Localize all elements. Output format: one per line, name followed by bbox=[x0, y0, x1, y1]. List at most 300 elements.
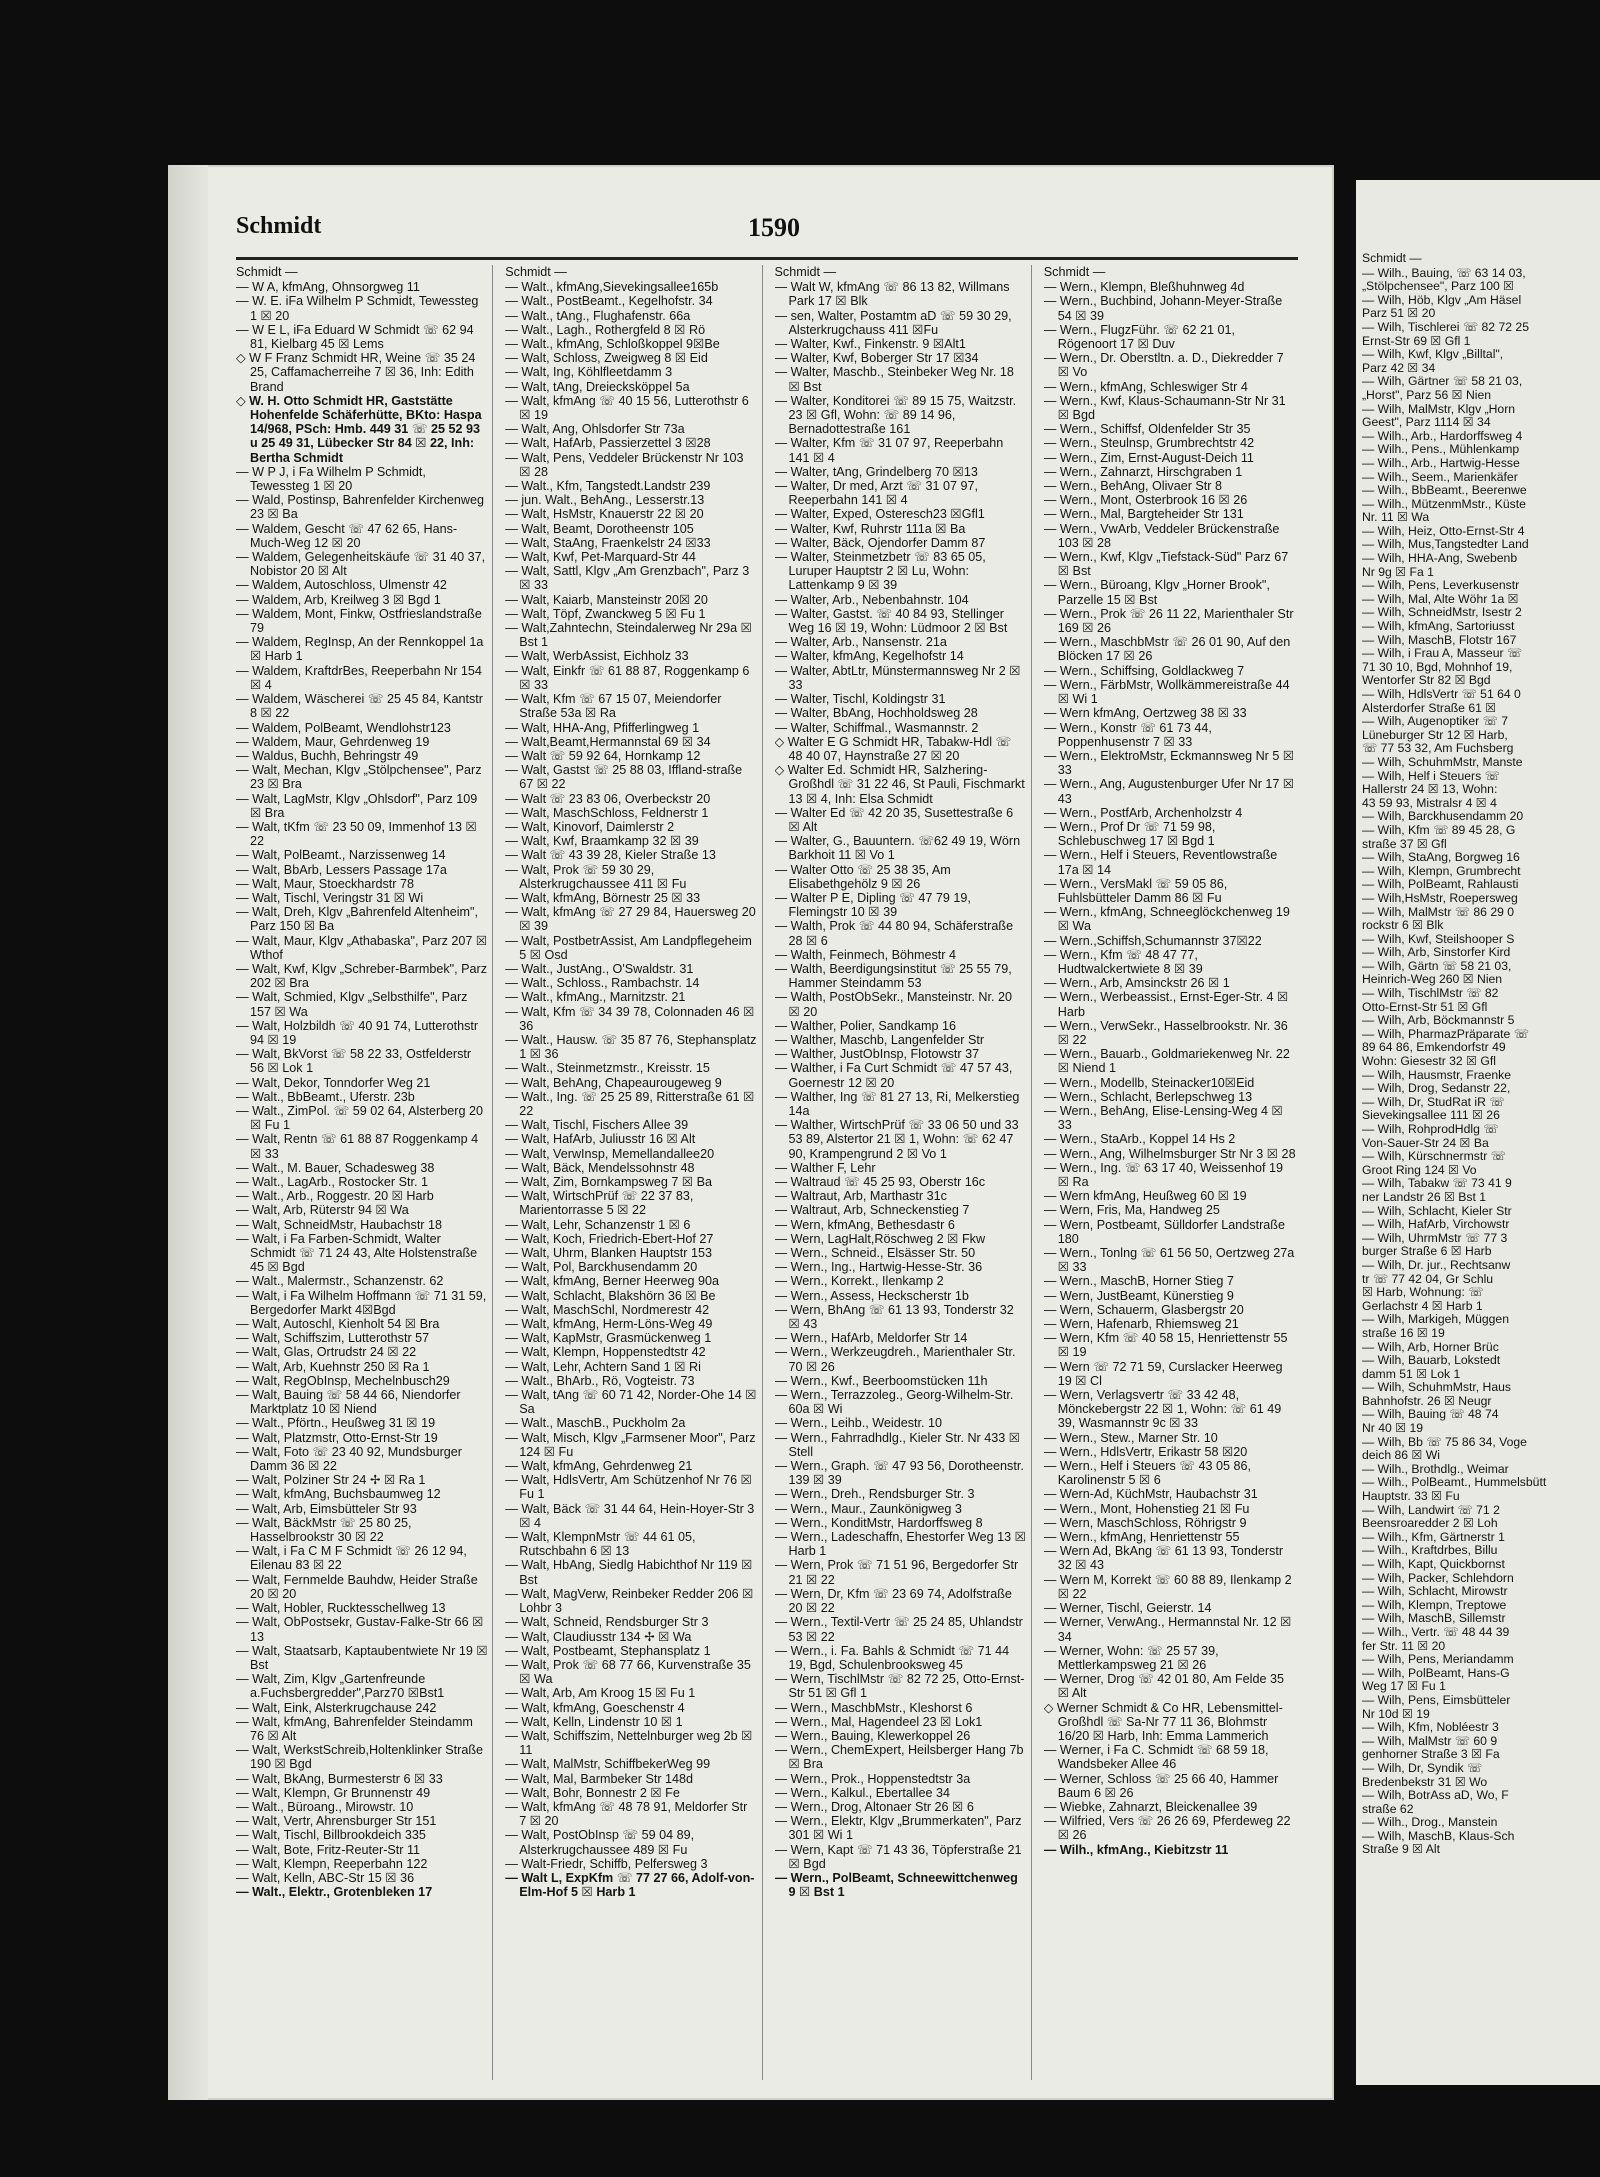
directory-entry: — Wilh,HsMstr, Roepersweg bbox=[1362, 890, 1518, 905]
directory-entry: — Wilh, HafArb, Virchowstr bbox=[1362, 1217, 1510, 1232]
directory-entry: — Walter, tAng, Grindelberg 70 ☒13 bbox=[774, 464, 978, 479]
directory-entry: — Wern, Verlagsvertr ☏ 33 42 48, Mönckebergstr 22 ☒ 1, Wohn: ☏ 61 49 39, Wasmannstr 9c ☒ 33 bbox=[1043, 1388, 1282, 1431]
directory-entry: — Walt., M. Bauer, Schadesweg 38 bbox=[236, 1160, 435, 1175]
directory-entry: Geest", Parz 1114 ☒ 34 bbox=[1362, 415, 1491, 430]
directory-entry: ner Landstr 26 ☒ Bst 1 bbox=[1362, 1189, 1487, 1204]
directory-entry: — Walt, Schneid, Rendsburger Str 3 bbox=[505, 1615, 709, 1630]
directory-entry: — Walt., Steinmetzmstr., Kreisstr. 15 bbox=[505, 1061, 710, 1076]
directory-entry: — Wern-Ad, KüchMstr, Haubachstr 31 bbox=[1043, 1487, 1258, 1502]
directory-entry: — Walt, KlempnMstr ☏ 44 61 05, Rutschbahn 6 ☒ 13 bbox=[505, 1530, 696, 1559]
directory-entry: — Wern., BehAng, Elise-Lensing-Weg 4 ☒ 33 bbox=[1043, 1103, 1283, 1133]
directory-entry: — Wern., kfmAng, Schleswiger Str 4 bbox=[1043, 379, 1248, 394]
directory-entry: 71 30 10, Bgd, Mohnhof 19, bbox=[1362, 659, 1513, 674]
directory-entry: — Walt L, ExpKfm ☏ 77 27 66, Adolf-von-Elm-Hof 5 ☒ Harb 1 bbox=[505, 1870, 755, 1900]
directory-entry: — Walt, Misch, Klgv „Farmsener Moor", Parz 124 ☒ Fu bbox=[505, 1430, 756, 1459]
directory-entry: — Walt, HdlsVertr, Am Schützenhof Nr 76 ☒ Fu 1 bbox=[505, 1473, 752, 1502]
directory-entry: — Walt, MaschSchl, Nordmerestr 42 bbox=[505, 1302, 710, 1317]
directory-entry: — Walt., Kfm, Tangstedt.Landstr 239 bbox=[505, 479, 711, 494]
directory-entry: — Wern., Ang, Wilhelmsburger Str Nr 3 ☒ 28 bbox=[1043, 1146, 1296, 1161]
directory-entry: — Wern., Kalkul., Ebertallee 34 bbox=[774, 1785, 950, 1800]
directory-entry: — Wern., Bauing, Klewerkoppel 26 bbox=[774, 1728, 971, 1743]
directory-entry: Beensroaredder 2 ☒ Loh bbox=[1362, 1516, 1498, 1531]
directory-columns bbox=[236, 265, 1300, 2080]
directory-entry: — Wilh., Kfm, Gärtnerstr 1 bbox=[1362, 1529, 1505, 1544]
directory-entry: — Walt, Kwf, Pet-Marquard-Str 44 bbox=[505, 550, 696, 565]
directory-entry: genhorner Straße 3 ☒ Fa bbox=[1362, 1747, 1500, 1762]
directory-entry: — Wern., Stew., Marner Str. 10 bbox=[1043, 1430, 1218, 1445]
directory-entry: — Walter Ed ☏ 42 20 35, Susettestraße 6 ☒ Alt bbox=[774, 805, 1014, 834]
directory-entry: — Walt, Dekor, Tonndorfer Weg 21 bbox=[236, 1075, 431, 1090]
directory-entry: — Walt, HsMstr, Knauerstr 22 ☒ 20 bbox=[505, 507, 704, 522]
directory-entry: — Walt, Arb, Eimsbütteler Str 93 bbox=[236, 1501, 417, 1516]
directory-entry: — Wilh, Dr. jur., Rechtsanw bbox=[1362, 1257, 1511, 1272]
directory-entry: — Walt., Ing. ☏ 25 25 89, Ritterstraße 61 ☒ 22 bbox=[505, 1089, 755, 1118]
directory-entry: — Walter, Maschb., Steinbeker Weg Nr. 18 ☒ Bst bbox=[774, 365, 1014, 394]
page-header bbox=[236, 213, 1296, 253]
directory-entry: — W P J, i Fa Wilhelm P Schmidt, Tewessteg 1 ☒ 20 bbox=[236, 464, 426, 494]
directory-entry: — Werner, i Fa C. Schmidt ☏ 68 59 18, Wandsbeker Allee 46 bbox=[1043, 1743, 1269, 1772]
directory-entry: — Walt, Rentn ☏ 61 88 87 Roggenkamp 4 ☒ 33 bbox=[236, 1132, 479, 1161]
directory-entry: — Wilh, MalMstr ☏ 60 9 bbox=[1362, 1733, 1498, 1748]
directory-entry: — Walt, PostbetrAssist, Am Landpflegeheim 5 ☒ Osd bbox=[505, 933, 752, 962]
directory-entry: ◇ Walter Ed. Schmidt HR, Salzhering-Großhdl ☏ 31 22 46, St Pauli, Fischmarkt 13 ☒ 4, Inh: Elsa Schmidt bbox=[774, 763, 1025, 806]
directory-entry: — Walther, Polier, Sandkamp 16 bbox=[774, 1018, 957, 1033]
directory-entry: — Wern, TischlMstr ☏ 82 72 25, Otto-Ernst-Str 51 ☒ Gfl 1 bbox=[774, 1672, 1025, 1701]
directory-entry: Bredenbekstr 31 ☒ Wo bbox=[1362, 1774, 1488, 1789]
directory-entry: — Wald, Postinsp, Bahrenfelder Kirchenweg 23 ☒ Ba bbox=[236, 493, 485, 522]
column-heading: Schmidt — bbox=[1043, 265, 1106, 279]
directory-entry: — Wern., Klempn, Bleßhuhnweg 4d bbox=[1043, 280, 1245, 295]
directory-entry: — Walt, Pens, Veddeler Brückenstr Nr 103 ☒ 28 bbox=[505, 450, 744, 479]
directory-entry: — Walt, Zim, Bornkampsweg 7 ☒ Ba bbox=[505, 1175, 713, 1189]
directory-entry: — Wilh, Helf i Steuers ☏ bbox=[1362, 768, 1500, 783]
directory-entry: — Wilh, Dr, Syndik ☏ bbox=[1362, 1760, 1483, 1775]
directory-entry: — Walt, Glas, Ortrudstr 24 ☒ 22 bbox=[236, 1345, 417, 1360]
directory-entry: — Wilh., Arb., Hardorffsweg 4 bbox=[1362, 428, 1523, 443]
directory-entry: — Wern., Modellb, Steinacker10☒Eid bbox=[1043, 1075, 1255, 1090]
directory-entry: — Wern, Dr, Kfm ☏ 23 69 74, Adolfstraße 20 ☒ 22 bbox=[774, 1586, 1012, 1616]
directory-entry: — Wern., FärbMstr, Wollkämmereistraße 44 ☒ Wi 1 bbox=[1043, 677, 1290, 707]
directory-entry: — Wern., Dreh., Rendsburger Str. 3 bbox=[774, 1487, 975, 1502]
directory-entry: — Walt, Lehr, Achtern Sand 1 ☒ Ri bbox=[505, 1359, 701, 1374]
directory-entry: — Walt., Lagh., Rothergfeld 8 ☒ Rö bbox=[505, 322, 706, 337]
directory-entry: — Walt, Foto ☏ 23 40 92, Mundsburger Damm 36 ☒ 22 bbox=[236, 1444, 462, 1474]
directory-entry: — Walt, Vertr, Ahrensburger Str 151 bbox=[236, 1814, 437, 1829]
directory-entry: — Wern., Ing., Hartwig-Hesse-Str. 36 bbox=[774, 1260, 983, 1275]
directory-entry: Nr 10d ☒ 19 bbox=[1362, 1706, 1430, 1721]
directory-entry: — Wilh, Packer, Schlehdorn bbox=[1362, 1570, 1514, 1585]
directory-entry: — Waldem, Gelegenheitskäufe ☏ 31 40 37, Nobistor 20 ☒ Alt bbox=[236, 550, 486, 579]
directory-entry: — Walt., JustAng., O'Swaldstr. 31 bbox=[505, 961, 694, 976]
directory-entry: — Walt., BhArb., Rö, Vogteistr. 73 bbox=[505, 1373, 695, 1388]
directory-entry: — Wern ☏ 72 71 59, Curslacker Heerweg 19 ☒ Cl bbox=[1043, 1359, 1283, 1388]
directory-entry: — Waldem, PolBeamt, Wendlohstr123 bbox=[236, 720, 451, 735]
directory-entry: — Walt, Kwf, Braamkamp 32 ☒ 39 bbox=[505, 834, 699, 849]
directory-entry: — Wern., PolBeamt, Schneewittchenweg 9 ☒ Bst 1 bbox=[774, 1870, 1018, 1900]
directory-entry: — Walter, Arb., Nebenbahnstr. 104 bbox=[774, 592, 969, 607]
directory-entry: Weg 17 ☒ Fu 1 bbox=[1362, 1679, 1446, 1694]
directory-entry: damm 51 ☒ Lok 1 bbox=[1362, 1366, 1461, 1381]
directory-entry: — Wilh, UhrmMstr ☏ 77 3 bbox=[1362, 1230, 1508, 1245]
directory-entry: — Walt, Kfm ☏ 67 15 07, Meiendorfer Straße 53a ☒ Ra bbox=[505, 692, 722, 721]
directory-entry: — Walter, Tischl, Koldingstr 31 bbox=[774, 692, 946, 707]
directory-entry: — Wern., Schlacht, Berlepschweg 13 bbox=[1043, 1089, 1253, 1104]
directory-entry: — Walt, Sattl, Klgv „Am Grenzbach", Parz 3 ☒ 33 bbox=[505, 564, 750, 593]
directory-entry: Otto-Ernst-Str 51 ☒ Gfl bbox=[1362, 999, 1488, 1014]
directory-entry: — Walt, Lehr, Schanzenstr 1 ☒ 6 bbox=[505, 1217, 691, 1232]
directory-entry: — Wern., Mal, Bargteheider Str 131 bbox=[1043, 507, 1244, 522]
directory-entry: — Walt, Mal, Barmbeker Str 148d bbox=[505, 1771, 694, 1786]
directory-entry: — Wern., Schiffsing, Goldlackweg 7 bbox=[1043, 663, 1245, 678]
directory-entry: straße 16 ☒ 19 bbox=[1362, 1325, 1445, 1340]
directory-entry: — Walt., Elektr., Grotenbleken 17 bbox=[236, 1885, 433, 1900]
directory-entry: — Walt, Bauing ☏ 58 44 66, Niendorfer Marktplatz 10 ☒ Niend bbox=[236, 1388, 461, 1417]
directory-entry: — Wern., kfmAng, Schneeglöckchenweg 19 ☒ Wa bbox=[1043, 905, 1290, 934]
directory-entry: — Walt, Prok ☏ 59 30 29, Alsterkrugchaussee 411 ☒ Fu bbox=[505, 862, 687, 891]
directory-entry: — Walt, Kaiarb, Mansteinstr 20☒ 20 bbox=[505, 592, 708, 607]
directory-entry: — Wern, BhAng ☏ 61 13 93, Tonderstr 32 ☒ 43 bbox=[774, 1302, 1014, 1332]
directory-entry: — Wilh., Brothdlg., Weimar bbox=[1362, 1461, 1509, 1476]
directory-entry: — sen, Walter, Postamtm aD ☏ 59 30 29, Alsterkrugchauss 411 ☒Fu bbox=[774, 308, 1012, 337]
directory-entry: — Wilh., Bauing, ☏ 63 14 03, bbox=[1362, 265, 1526, 280]
directory-entry: — Walt., PostBeamt., Kegelhofstr. 34 bbox=[505, 294, 713, 309]
directory-entry: — Walt, BkAng, Burmesterstr 6 ☒ 33 bbox=[236, 1771, 443, 1786]
directory-entry: — Walt, Maur, Stoeckhardstr 78 bbox=[236, 876, 415, 891]
directory-entry: — Walt, Tischl, Fischers Allee 39 bbox=[505, 1118, 689, 1133]
directory-entry: — Wilh, Tabakw ☏ 73 41 9 bbox=[1362, 1176, 1512, 1191]
directory-entry: — Wern., Ang, Augustenburger Ufer Nr 17 ☒ 43 bbox=[1043, 777, 1295, 806]
directory-entry: — Walther, Ing ☏ 81 27 13, Ri, Melkerstieg 14a bbox=[774, 1089, 1020, 1118]
directory-entry: — Wilh, Arb, Sinstorfer Kird bbox=[1362, 945, 1511, 960]
directory-entry: — Walt, Kelln, ABC-Str 15 ☒ 36 bbox=[236, 1870, 415, 1885]
directory-entry: — Walt, kfmAng ☏ 27 29 84, Hauersweg 20 ☒ 39 bbox=[505, 905, 756, 934]
directory-entry: — Wilh, Schlacht, Kieler Str bbox=[1362, 1203, 1512, 1218]
directory-entry: — Walt, kfmAng ☏ 48 78 91, Meldorfer Str 7 ☒ 20 bbox=[505, 1799, 748, 1829]
directory-entry: — Wern., Elektr, Klgv „Brummerkaten", Parz 301 ☒ Wi 1 bbox=[774, 1814, 1022, 1843]
directory-entry: — Wilh, MaschB, Flotstr 167 bbox=[1362, 632, 1517, 647]
directory-entry: — Wern., Ing. ☏ 63 17 40, Weissenhof 19 ☒ Ra bbox=[1043, 1160, 1284, 1189]
directory-entry: — Wilh, Klempn, Grumbrecht bbox=[1362, 863, 1521, 878]
directory-entry: — W E L, iFa Eduard W Schmidt ☏ 62 94 81, Kielbarg 45 ☒ Lems bbox=[236, 322, 474, 352]
directory-entry: — Walt, VerwInsp, Memellandallee20 bbox=[505, 1146, 715, 1161]
directory-entry: — Wilh., MützenmMstr., Küste bbox=[1362, 496, 1526, 511]
directory-entry: — Walt, Maur, Klgv „Athabaska", Parz 207 ☒ Wthof bbox=[236, 933, 488, 962]
directory-entry: — Walt, MagVerw, Reinbeker Redder 206 ☒ Lohbr 3 bbox=[505, 1586, 754, 1616]
directory-entry: — Walt, Koch, Friedrich-Ebert-Hof 27 bbox=[505, 1231, 714, 1246]
directory-entry: — Walt, HafArb, Passierzettel 3 ☒28 bbox=[505, 436, 711, 451]
directory-entry: Alsterdorfer Straße 61 ☒ bbox=[1362, 700, 1497, 715]
directory-entry: Hauptstr. 33 ☒ Fu bbox=[1362, 1489, 1460, 1504]
directory-entry: — Wilh, i Frau A, Masseur ☏ bbox=[1362, 646, 1523, 661]
directory-entry: — Walt, Postbeamt, Stephansplatz 1 bbox=[505, 1643, 711, 1658]
directory-entry: — Wern., MaschbMstr ☏ 26 01 90, Auf den Blöcken 17 ☒ 26 bbox=[1043, 635, 1291, 664]
directory-entry: — Waldem, Maur, Gehrdenweg 19 bbox=[236, 734, 430, 749]
directory-entry: — Walt-Friedr, Schiffb, Pelfersweg 3 bbox=[505, 1856, 708, 1871]
directory-entry: — Wern., Kwf., Beerboomstücken 11h bbox=[774, 1373, 988, 1388]
directory-entry: Heinrich-Weg 260 ☒ Nien bbox=[1362, 972, 1503, 987]
directory-entry: — Wern., Drog, Altonaer Str 26 ☒ 6 bbox=[774, 1799, 974, 1814]
directory-entry: — Wilh, Kwf, Steilshooper S bbox=[1362, 931, 1515, 946]
directory-entry: — Wilh, Bb ☏ 75 86 34, Voge bbox=[1362, 1434, 1527, 1449]
directory-entry: — Walt, Kelln, Lindenstr 10 ☒ 1 bbox=[505, 1714, 683, 1729]
directory-entry: — Walt, Polziner Str 24 ✢ ☒ Ra 1 bbox=[236, 1473, 426, 1488]
directory-entry: — Walt, Klempn, Hoppenstedtstr 42 bbox=[505, 1345, 706, 1360]
directory-entry: — Wern, Kapt ☏ 71 43 36, Töpferstraße 21 ☒ Bgd bbox=[774, 1842, 1022, 1871]
directory-entry: — Wern., i. Fa. Bahls & Schmidt ☏ 71 44 19, Bgd, Schulenbrooksweg 45 bbox=[774, 1643, 1010, 1672]
directory-entry: — Wilh, Heiz, Otto-Ernst-Str 4 bbox=[1362, 523, 1525, 538]
directory-entry: — Walt, i Fa Farben-Schmidt, Walter Schmidt ☏ 71 24 43, Alte Holstenstraße 45 ☒ Bgd bbox=[236, 1231, 478, 1275]
directory-entry: — Wern., Prok., Hoppenstedtstr 3a bbox=[774, 1771, 971, 1786]
directory-entry: — Walt, Prok ☏ 68 77 66, Kurvenstraße 35 ☒ Wa bbox=[505, 1657, 751, 1687]
directory-entry: — Wern., Mal, Hagendeel 23 ☒ Lok1 bbox=[774, 1714, 983, 1729]
directory-entry: — Walter, Kfm ☏ 31 07 97, Reeperbahn 141 ☒ 4 bbox=[774, 436, 1004, 465]
directory-entry: — Walter, Konditorei ☏ 89 15 75, Waitzstr. 23 ☒ Gfl, Wohn: ☏ 89 14 96, Bernadottestraße 161 bbox=[774, 393, 1017, 437]
directory-entry: — Wern kfmAng, Heußweg 60 ☒ 19 bbox=[1043, 1189, 1247, 1204]
directory-entry: — Wilh, TischlMstr ☏ 82 bbox=[1362, 986, 1499, 1001]
directory-entry: Bahnhofstr. 26 ☒ Neugr bbox=[1362, 1393, 1492, 1408]
directory-entry: — Walt, WerbAssist, Eichholz 33 bbox=[505, 649, 689, 664]
directory-entry: — Walt, Fernmelde Bauhdw, Heider Straße 20 ☒ 20 bbox=[236, 1572, 478, 1601]
directory-entry: — W. E. iFa Wilhelm P Schmidt, Tewessteg 1 ☒ 20 bbox=[236, 294, 479, 323]
directory-entry: — Waldem, RegInsp, An der Rennkoppel 1a ☒ Harb 1 bbox=[236, 635, 484, 664]
directory-entry: — Wilh., Kraftdrbes, Billu bbox=[1362, 1543, 1498, 1558]
directory-entry: — Walt, kfmAng, Berner Heerweg 90a bbox=[505, 1274, 719, 1289]
directory-entry: Lüneburger Str 12 ☒ Harb, bbox=[1362, 727, 1508, 742]
directory-entry: ◇ W F Franz Schmidt HR, Weine ☏ 35 24 25, Caffamacherreihe 7 ☒ 36, Inh: Edith Brand bbox=[236, 351, 476, 394]
directory-entry: — Waldem, Wäscherei ☏ 25 45 84, Kantstr 8 ☒ 22 bbox=[236, 692, 483, 721]
directory-entry: — Wilh, Kwf, Klgv „Billtal", bbox=[1362, 347, 1504, 362]
column-heading: Schmidt — bbox=[236, 265, 298, 279]
directory-entry: — Walter, AbtLtr, Münstermannsweg Nr 2 ☒ 33 bbox=[774, 663, 1021, 692]
directory-entry: — Wilh., kfmAng., Kiebitzstr 11 bbox=[1043, 1842, 1229, 1857]
directory-entry: — Wern, LagHalt,Röschweg 2 ☒ Fkw bbox=[774, 1231, 986, 1246]
directory-entry: Nr. 11 ☒ Wa bbox=[1362, 510, 1430, 525]
directory-column-3 bbox=[775, 265, 1032, 2080]
directory-entry: — Walt, PostObInsp ☏ 59 04 89, Alsterkrugchaussee 489 ☒ Fu bbox=[505, 1828, 695, 1857]
directory-entry: — Walt W, kfmAng ☏ 86 13 82, Willmans Park 17 ☒ Blk bbox=[774, 280, 1010, 309]
directory-entry: — Wilh, Kapt, Quickbornst bbox=[1362, 1557, 1505, 1571]
directory-entry: — Wern., Schneid., Elsässer Str. 50 bbox=[774, 1246, 976, 1261]
directory-entry: — Wern., FlugzFühr. ☏ 62 21 01, Rögenoort 17 ☒ Duv bbox=[1043, 322, 1235, 352]
directory-entry: — Walt, BbArb, Lessers Passage 17a bbox=[236, 862, 447, 877]
directory-entry: — Wern., Arb, Amsinckstr 26 ☒ 1 bbox=[1043, 976, 1230, 991]
directory-entry: — Walt, Arb, Kuehnstr 250 ☒ Ra 1 bbox=[236, 1359, 430, 1374]
directory-entry: — Walt, kfmAng ☏ 40 15 56, Lutterothstr 6 ☒ 19 bbox=[505, 393, 749, 423]
directory-entry: — Wilh., Vertr. ☏ 48 44 39 bbox=[1362, 1624, 1510, 1639]
directory-entry: — Walt., ZimPol. ☏ 59 02 64, Alsterberg 20 ☒ Fu 1 bbox=[236, 1103, 483, 1133]
directory-entry: — Walt., Büroang., Mirowstr. 10 bbox=[236, 1799, 414, 1814]
directory-entry: — Walt, Pol, Barckhusendamm 20 bbox=[505, 1260, 698, 1275]
directory-entry: — Wern., Konstr ☏ 61 73 44, Poppenhusenstr 7 ☒ 33 bbox=[1043, 720, 1212, 749]
directory-entry: — Walt, tAng ☏ 60 71 42, Norder-Ohe 14 ☒ Sa bbox=[505, 1388, 757, 1417]
directory-entry: — Walt, Kfm ☏ 34 39 78, Colonnaden 46 ☒ 36 bbox=[505, 1004, 755, 1033]
directory-entry: — Wiebke, Zahnarzt, Bleickenallee 39 bbox=[1043, 1799, 1258, 1814]
directory-entry: — Walt, StaAng, Fraenkelstr 24 ☒33 bbox=[505, 535, 711, 550]
directory-entry: — Walth, PostObSekr., Mansteinstr. Nr. 20 ☒ 20 bbox=[774, 990, 1013, 1019]
directory-entry: — Wilh, Tischlerei ☏ 82 72 25 bbox=[1362, 319, 1529, 334]
directory-entry: — Walt, i Fa C M F Schmidt ☏ 26 12 94, Eilenau 83 ☒ 22 bbox=[236, 1544, 467, 1573]
directory-entry: — Wern., Tonlng ☏ 61 56 50, Oertzweg 27a ☒ 33 bbox=[1043, 1246, 1295, 1275]
directory-entry: — Waltraud ☏ 45 25 93, Oberstr 16c bbox=[774, 1175, 986, 1189]
directory-entry: — Walt, Arb, Am Kroog 15 ☒ Fu 1 bbox=[505, 1686, 696, 1701]
directory-entry: — Wilh, PolBeamt, Hans-G bbox=[1362, 1665, 1510, 1680]
directory-entry: — Wern., Korrekt., Ilenkamp 2 bbox=[774, 1274, 944, 1289]
directory-entry: — Wern., ElektroMstr, Eckmannsweg Nr 5 ☒ 33 bbox=[1043, 748, 1295, 778]
directory-entry: — Walt, Schiffszim, Nettelnburger weg 2b ☒ 11 bbox=[505, 1728, 753, 1758]
page-binding-edge bbox=[168, 165, 208, 2100]
directory-entry: — Walt, Ang, Ohlsdorfer Str 73a bbox=[505, 422, 685, 437]
directory-entry: — Walt, Holzbildh ☏ 40 91 74, Lutterothstr 94 ☒ 19 bbox=[236, 1018, 479, 1047]
directory-entry: — Walt, Bote, Fritz-Reuter-Str 11 bbox=[236, 1842, 421, 1857]
directory-entry: — Walt ☏ 23 83 06, Overbeckstr 20 bbox=[505, 791, 711, 806]
directory-entry: — Wilh, Mus,Tangstedter Land bbox=[1362, 537, 1529, 552]
directory-entry: — Walther, WirtschPrüf ☏ 33 06 50 und 33 53 89, Alstertor 21 ☒ 1, Wohn: ☏ 62 47 90, Krampengrund 2 ☒ Vo 1 bbox=[774, 1118, 1019, 1161]
directory-entry: — Wern, MaschSchloss, Röhrigstr 9 bbox=[1043, 1515, 1247, 1530]
directory-entry: — Wilh, HdlsVertr ☏ 51 64 0 bbox=[1362, 687, 1521, 701]
directory-entry: — Wern., Prok ☏ 26 11 22, Marienthaler Str 169 ☒ 26 bbox=[1043, 606, 1294, 636]
directory-entry: straße 37 ☒ Gfl bbox=[1362, 836, 1447, 851]
directory-entry: — Walt, Claudiusstr 134 ✢ ☒ Wa bbox=[505, 1629, 692, 1644]
directory-entry: — Walter, Schiffmal., Wasmannstr. 2 bbox=[774, 720, 979, 735]
directory-entry: — Wern.,Schiffsh,Schumannstr 37☒22 bbox=[1043, 933, 1262, 948]
directory-entry: — Wilh, MaschB, Sillemstr bbox=[1362, 1611, 1506, 1626]
directory-entry: — Walt, tAng, Dreiecksköppel 5a bbox=[505, 379, 690, 394]
directory-entry: — Walter, Arb., Nansenstr. 21a bbox=[774, 635, 947, 650]
directory-entry: — Wern, JustBeamt, Künerstieg 9 bbox=[1043, 1288, 1234, 1303]
directory-entry: — Wern kfmAng, Oertzweg 38 ☒ 33 bbox=[1043, 706, 1247, 721]
directory-entry: — Wern., Terrazzoleg., Georg-Wilhelm-Str. 60a ☒ Wi bbox=[774, 1388, 1014, 1417]
directory-entry: — Waltraut, Arb, Marthastr 31c bbox=[774, 1189, 947, 1204]
directory-entry: — Wilh, SchuhmMstr, Manste bbox=[1362, 754, 1523, 769]
directory-entry: — Wern., Maur., Zaunkönigweg 3 bbox=[774, 1501, 962, 1516]
directory-entry: — Wilh., Seem., Marienkäfer bbox=[1362, 469, 1518, 484]
directory-entry: — Walt., Malermstr., Schanzenstr. 62 bbox=[236, 1274, 444, 1289]
directory-entry: — Wern., Helf i Steuers, Reventlowstraße 17a ☒ 14 bbox=[1043, 848, 1278, 877]
directory-entry: — Wilh., Pens., Mühlenkamp bbox=[1362, 442, 1520, 457]
directory-entry: — Walt, Kinovorf, Daimlerstr 2 bbox=[505, 819, 675, 834]
directory-entry: — Walt, Hobler, Rucktesschellweg 13 bbox=[236, 1601, 446, 1616]
adjacent-page-partial bbox=[1356, 180, 1600, 2085]
directory-entry: — Walt, Eink, Alsterkrugchause 242 bbox=[236, 1700, 437, 1715]
directory-entry: Straße 9 ☒ Alt bbox=[1362, 1842, 1440, 1857]
directory-column-1 bbox=[236, 265, 493, 2080]
directory-entry: — Walt., LagArb., Rostocker Str. 1 bbox=[236, 1175, 429, 1189]
directory-entry: — Wilh, PharmazPräparate ☏ bbox=[1362, 1026, 1529, 1041]
directory-entry: — Wilh, StaAng, Borgweg 16 bbox=[1362, 850, 1520, 865]
directory-entry: „Stölpchensee", Parz 100 ☒ bbox=[1362, 279, 1515, 294]
directory-entry: — Walt., kfmAng., Marnitzstr. 21 bbox=[505, 990, 686, 1005]
directory-entry: Groot Ring 124 ☒ Vo bbox=[1362, 1162, 1477, 1177]
directory-entry: — Walt., BbBeamt., Uferstr. 23b bbox=[236, 1089, 415, 1104]
directory-entry: — Walt, WerkstSchreib,Holtenklinker Straße 190 ☒ Bgd bbox=[236, 1743, 484, 1772]
directory-entry: — Walt., Schloss., Rambachstr. 14 bbox=[505, 976, 700, 991]
directory-entry: — Walter, Kwf, Boberger Str 17 ☒34 bbox=[774, 351, 979, 366]
directory-entry: — Wilh., Drog., Manstein bbox=[1362, 1815, 1498, 1830]
directory-entry: burger Straße 6 ☒ Harb bbox=[1362, 1244, 1492, 1259]
directory-entry: — Walt., MaschB., Puckholm 2a bbox=[505, 1416, 686, 1431]
directory-entry: — Walter, Dr med, Arzt ☏ 31 07 97, Reeperbahn 141 ☒ 4 bbox=[774, 479, 979, 508]
directory-entry: — Wilh, kfmAng, Sartoriusst bbox=[1362, 619, 1515, 634]
directory-entry: — Wern., BehAng, Olivaer Str 8 bbox=[1043, 479, 1222, 494]
directory-entry: Parz 42 ☒ 34 bbox=[1362, 360, 1436, 375]
directory-entry: — Wilh, Klempn, Treptowe bbox=[1362, 1597, 1507, 1612]
directory-entry: — Wilh, MalMstr ☏ 86 29 0 bbox=[1362, 904, 1515, 919]
directory-entry: — Wern., VersMakl ☏ 59 05 86, Fuhlsbütteler Damm 86 ☒ Fu bbox=[1043, 876, 1228, 905]
directory-entry: — Wilh, Barckhusendamm 20 bbox=[1362, 809, 1524, 824]
directory-entry: — Walter Otto ☏ 25 38 35, Am Elisabethgehölz 9 ☒ 26 bbox=[774, 862, 951, 891]
directory-entry: — Waldem, Arb, Kreilweg 3 ☒ Bgd 1 bbox=[236, 592, 441, 607]
directory-entry: — Walt., tAng., Flughafenstr. 66a bbox=[505, 308, 691, 323]
header-rule bbox=[236, 257, 1298, 260]
directory-entry: — Walth, Feinmech, Böhmestr 4 bbox=[774, 947, 957, 962]
directory-entry: — Wern, Kfm ☏ 40 58 15, Henriettenstr 55 ☒ 19 bbox=[1043, 1331, 1288, 1360]
directory-entry: — Walt, RegObInsp, Mechelnbusch29 bbox=[236, 1373, 450, 1388]
directory-entry: — Wilh, SchneidMstr, Isestr 2 bbox=[1362, 605, 1522, 620]
directory-entry: — Walt, MaschSchloss, Feldnerstr 1 bbox=[505, 805, 709, 820]
directory-entry: — Wern., Schiffsf, Oldenfelder Str 35 bbox=[1043, 422, 1251, 437]
directory-entry: — Wilh, Pens, Eimsbütteler bbox=[1362, 1692, 1511, 1707]
directory-entry: — Walt, kfmAng, Börnestr 25 ☒ 33 bbox=[505, 890, 701, 905]
directory-entry: — Werner, Drog ☏ 42 01 80, Am Felde 35 ☒ Alt bbox=[1043, 1672, 1284, 1701]
directory-entry: — Wilh, Markigeh, Müggen bbox=[1362, 1312, 1509, 1327]
directory-entry: Gerlachstr 4 ☒ Harb 1 bbox=[1362, 1298, 1483, 1313]
directory-entry: Nr 9g ☒ Fa 1 bbox=[1362, 564, 1434, 579]
directory-entry: „Horst", Parz 56 ☒ Nien bbox=[1362, 387, 1492, 402]
directory-entry: ◇ W. H. Otto Schmidt HR, Gaststätte Hohenfelde Schäferhütte, BKto: Haspa 14/968, PSch: Hmb. 449 31 ☏ 25 52 93 u 25 49 31, Lübecker Str 84 ☒ 22, Inh: Bertha Schmidt bbox=[236, 393, 482, 465]
directory-entry: — Wilh, Gärtn ☏ 58 21 03, bbox=[1362, 958, 1512, 973]
directory-entry: — Wilh., PolBeamt., Hummelsbütt bbox=[1362, 1475, 1547, 1490]
directory-entry: — Wern., MaschbMstr., Kleshorst 6 bbox=[774, 1700, 973, 1715]
directory-entry: — Walt, kfmAng, Gehrdenweg 21 bbox=[505, 1459, 693, 1474]
directory-entry: — Walther F, Lehr bbox=[774, 1160, 876, 1175]
directory-entry: — Walter, Steinmetzbetr ☏ 83 65 05, Luruper Hauptstr 2 ☒ Lu, Wohn: Lattenkamp 9 ☒ 39 bbox=[774, 550, 986, 593]
directory-entry: — Wilh, HHA-Ang, Swebenb bbox=[1362, 551, 1518, 566]
directory-entry: — Walter, Kwf., Finkenstr. 9 ☒Alt1 bbox=[774, 337, 966, 352]
directory-entry: — Walt, kfmAng, Goeschenstr 4 bbox=[505, 1700, 685, 1715]
directory-entry: — Wern., HafArb, Meldorfer Str 14 bbox=[774, 1331, 968, 1346]
directory-entry: — Walt, Schiffszim, Lutterothstr 57 bbox=[236, 1331, 430, 1346]
directory-column-4 bbox=[1044, 265, 1300, 2080]
directory-entry: — Walt, Töpf, Zwanckweg 5 ☒ Fu 1 bbox=[505, 606, 706, 621]
directory-entry: — Walt, Uhrm, Blanken Hauptstr 153 bbox=[505, 1246, 712, 1261]
directory-entry: — Wern., Werkzeugdreh., Marienthaler Str. 70 ☒ 26 bbox=[774, 1345, 1016, 1374]
directory-entry: — Wilh, Arb, Horner Brüc bbox=[1362, 1339, 1499, 1354]
directory-entry: ◇ Walter E G Schmidt HR, Tabakw-Hdl ☏ 48 40 07, Haynstraße 27 ☒ 20 bbox=[774, 734, 1012, 763]
directory-entry: rockstr 6 ☒ Blk bbox=[1362, 918, 1444, 933]
directory-entry: — Walt, Kwf, Klgv „Schreber-Barmbek", Parz 202 ☒ Bra bbox=[236, 961, 488, 991]
directory-entry: — Walther, i Fa Curt Schmidt ☏ 47 57 43, Goernestr 12 ☒ 20 bbox=[774, 1061, 1013, 1090]
directory-entry: — Walt, PolBeamt., Narzissenweg 14 bbox=[236, 848, 446, 863]
directory-entry: — Wern., Bauarb., Goldmariekenweg Nr. 22 ☒ Niend 1 bbox=[1043, 1047, 1290, 1076]
directory-entry: — Walt, Dreh, Klgv „Bahrenfeld Altenheim", Parz 150 ☒ Ba bbox=[236, 905, 478, 934]
directory-entry: — Walt, tKfm ☏ 23 50 09, Immenhof 13 ☒ 22 bbox=[236, 819, 477, 849]
directory-page bbox=[168, 165, 1334, 2100]
directory-entry: — Wilh, Drog, Sedanstr 22, bbox=[1362, 1081, 1511, 1096]
directory-entry: Ernst-Str 69 ☒ Gfl 1 bbox=[1362, 333, 1471, 348]
directory-entry: — Walt, Ing, Köhlfleetdamm 3 bbox=[505, 365, 673, 380]
directory-entry: — Wilh, Bauing ☏ 48 74 bbox=[1362, 1407, 1499, 1422]
directory-entry: — Wilh, MalMstr, Klgv „Horn bbox=[1362, 401, 1516, 416]
directory-entry: — Walt, Staatsarb, Kaptaubentwiete Nr 19 ☒ Bst bbox=[236, 1643, 488, 1672]
directory-entry: — Walt, MalMstr, SchiffbekerWeg 99 bbox=[505, 1757, 711, 1772]
directory-entry: — Wilh, Gärtner ☏ 58 21 03, bbox=[1362, 374, 1523, 389]
directory-entry: — Walt, Tischl, Veringstr 31 ☒ Wi bbox=[236, 890, 424, 905]
directory-entry: — Wern., StaArb., Koppel 14 Hs 2 bbox=[1043, 1132, 1236, 1147]
directory-entry: — Walt., Hausw. ☏ 35 87 76, Stephansplatz 1 ☒ 36 bbox=[505, 1032, 757, 1062]
directory-entry: — Walt, Schmied, Klgv „Selbsthilfe", Parz 157 ☒ Wa bbox=[236, 990, 468, 1019]
directory-entry: — Waldus, Buchh, Behringstr 49 bbox=[236, 748, 419, 763]
directory-entry: — Wern., Kfm ☏ 48 47 77, Hudtwalckertwiete 8 ☒ 39 bbox=[1043, 947, 1203, 976]
